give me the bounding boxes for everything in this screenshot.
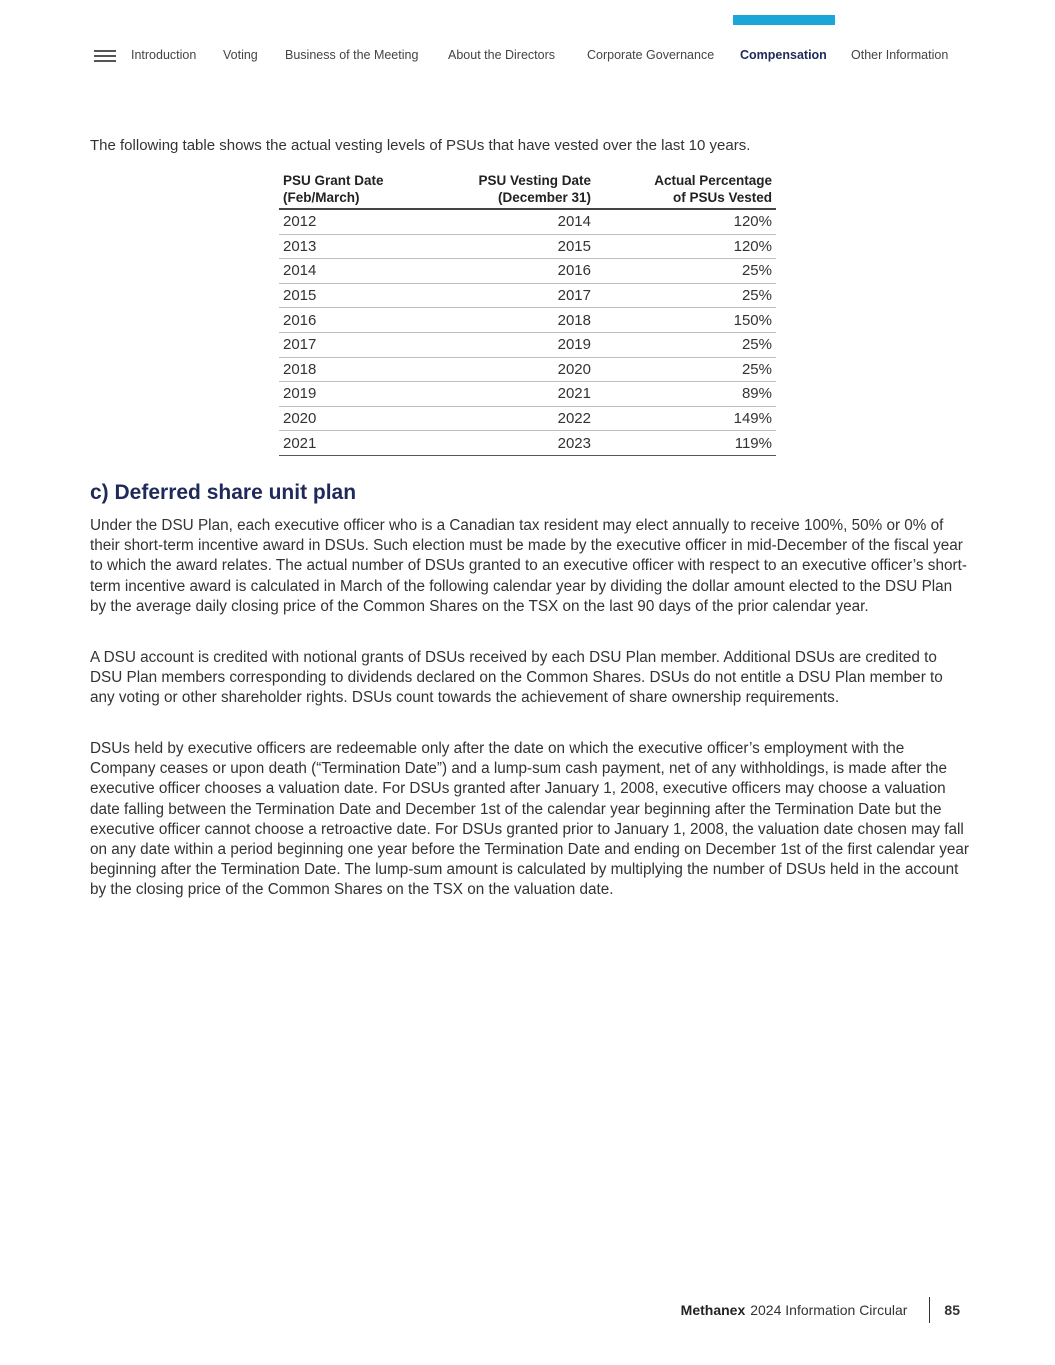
table-row	[279, 234, 776, 259]
percentage-cell: 89%	[595, 382, 776, 407]
table-header-row	[279, 172, 776, 209]
table-row	[279, 283, 776, 308]
nav-item-voting[interactable]: Voting	[223, 48, 258, 62]
footer-brand: Methanex	[680, 1302, 746, 1318]
percentage-cell: 149%	[595, 406, 776, 431]
dsu-plan-paragraph-2: A DSU account is credited with notional grants of DSUs received by each DSU Plan member. Additional DSUs are credited to DSU Plan members corresponding to dividends declared on the Common Shares. DSUs do not entitle a DSU Plan member to any voting or other shareholder rights. DSUs count towards the achievement of share ownership requirements.	[90, 649, 943, 707]
grant-date-cell: 2021	[279, 431, 437, 456]
table-row	[279, 406, 776, 431]
table-row	[279, 357, 776, 382]
footer-divider	[929, 1297, 930, 1323]
percentage-cell: 119%	[595, 431, 776, 456]
grant-date-cell: 2014	[279, 259, 437, 284]
vesting-date-cell: 2021	[437, 382, 595, 407]
table-row	[279, 382, 776, 407]
column-header-grant-date: PSU Grant Date (Feb/March)	[279, 172, 437, 209]
table-row	[279, 332, 776, 357]
vesting-date-cell: 2017	[437, 283, 595, 308]
percentage-cell: 120%	[595, 209, 776, 234]
column-header-vesting-date: PSU Vesting Date (December 31)	[437, 172, 595, 209]
grant-date-cell: 2013	[279, 234, 437, 259]
psu-vesting-table	[279, 172, 776, 456]
nav-item-introduction[interactable]: Introduction	[131, 48, 197, 62]
percentage-cell: 25%	[595, 259, 776, 284]
nav-item-business-of-the-meeting[interactable]: Business of the Meeting	[285, 48, 419, 62]
vesting-date-cell: 2019	[437, 332, 595, 357]
vesting-date-cell: 2023	[437, 431, 595, 456]
vesting-date-cell: 2020	[437, 357, 595, 382]
percentage-cell: 25%	[595, 332, 776, 357]
grant-date-cell: 2012	[279, 209, 437, 234]
dsu-plan-paragraph-3: DSUs held by executive officers are redeemable only after the date on which the executive officer’s employment with the Company ceases or upon death (“Termination Date”) and a lump-sum cash payment, net of any withholdings, is made after the executive officer chooses a valuation date. For DSUs granted after January 1, 2008, executive officers may choose a valuation date falling between the Termination Date and December 1st of the calendar year beginning after the Termination Date but the executive officer cannot choose a retroactive date. For DSUs granted prior to January 1, 2008, the valuation date chosen may fall on any date within a period beginning one year before the Termination Date and ending on December 1st of the first calendar year beginning after the Termination Date. The lump-sum amount is calculated by multiplying the number of DSUs held in the account by the closing price of the Common Shares on the TSX on the valuation date.	[90, 740, 969, 899]
footer-title: 2024 Information Circular	[750, 1302, 908, 1318]
nav-item-corporate-governance[interactable]: Corporate Governance	[587, 48, 715, 62]
intro-text: The following table shows the actual vesting levels of PSUs that have vested over the last 10 years.	[90, 137, 751, 154]
vesting-date-cell: 2014	[437, 209, 595, 234]
table-row	[279, 209, 776, 234]
percentage-cell: 120%	[595, 234, 776, 259]
grant-date-cell: 2017	[279, 332, 437, 357]
active-tab-indicator	[733, 15, 835, 25]
vesting-date-cell: 2016	[437, 259, 595, 284]
top-navigation	[0, 0, 1055, 80]
percentage-cell: 25%	[595, 357, 776, 382]
grant-date-cell: 2020	[279, 406, 437, 431]
vesting-date-cell: 2022	[437, 406, 595, 431]
dsu-plan-paragraph-1: Under the DSU Plan, each executive officer who is a Canadian tax resident may elect annually to receive 100%, 50% or 0% of their short-term incentive award in DSUs. Such election must be made by the executive officer in mid-December of the fiscal year to which the award relates. The actual number of DSUs granted to an executive officer with respect to an executive officer’s short-term incentive award is calculated in March of the following calendar year by dividing the dollar amount elected to the DSU Plan by the average daily closing price of the Common Shares on the TSX on the last 90 days of the prior calendar year.	[90, 517, 967, 615]
table-row	[279, 308, 776, 333]
table-row	[279, 431, 776, 456]
menu-icon[interactable]	[94, 50, 116, 64]
nav-item-about-the-directors[interactable]: About the Directors	[448, 48, 555, 62]
grant-date-cell: 2018	[279, 357, 437, 382]
grant-date-cell: 2015	[279, 283, 437, 308]
percentage-cell: 25%	[595, 283, 776, 308]
table-row	[279, 259, 776, 284]
section-title: c) Deferred share unit plan	[90, 481, 357, 504]
nav-item-compensation[interactable]: Compensation	[740, 48, 827, 62]
column-header-percentage-vested: Actual Percentage of PSUs Vested	[595, 172, 776, 209]
vesting-date-cell: 2018	[437, 308, 595, 333]
nav-item-other-information[interactable]: Other Information	[851, 48, 949, 62]
page-number: 85	[944, 1302, 960, 1318]
grant-date-cell: 2019	[279, 382, 437, 407]
percentage-cell: 150%	[595, 308, 776, 333]
vesting-date-cell: 2015	[437, 234, 595, 259]
page-footer	[681, 1297, 960, 1323]
grant-date-cell: 2016	[279, 308, 437, 333]
